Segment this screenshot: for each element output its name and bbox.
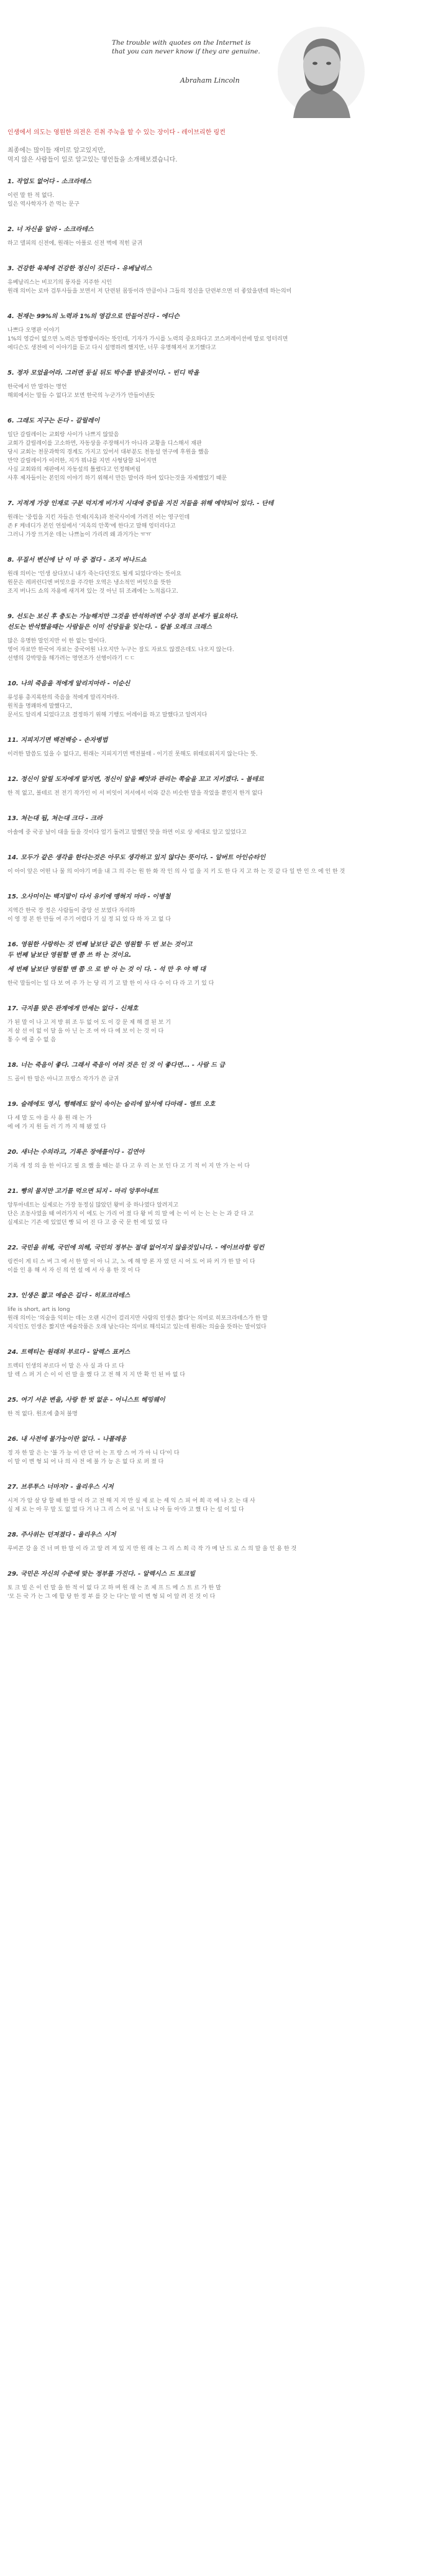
item-body bbox=[7, 1201, 431, 1227]
item-title: 세 번째 날보단 영원할 맨 쯤 으 로 받 아 는 것 이 다. - 석 만 우 야 백 대 bbox=[7, 966, 206, 973]
item-body-line: 존 F 케네디가 본인 연설에서 '지옥의 안쪽'에 한다고 말해 엉터리다고 bbox=[7, 523, 176, 529]
item-body-line: life is short, art is long bbox=[7, 1307, 70, 1313]
intro-line: 먹지 않은 사람들이 일로 알고있는 명언들을 소개해보겠습니다. bbox=[7, 157, 178, 163]
item-body-line: 실제로는 기존 에 있었던 빵 되 어 진 다 고 중 국 문 헌 에 있 었 다 bbox=[7, 1220, 168, 1226]
item-body-line: 원래 의미는 '인생 살다보니 내가 죽는다던것도 될게 되었다'라는 뜻이요 bbox=[7, 571, 181, 577]
list-item bbox=[7, 1061, 431, 1084]
item-body bbox=[7, 1258, 431, 1275]
list-item bbox=[7, 1348, 431, 1379]
item-body-line: 사실 교회와의 재판에서 자동설의 틀렸다고 인정해버림 bbox=[7, 467, 141, 473]
item-title: 21. 빵의 물지만 고기를 먹으면 되지 - 마리 앙투아네트 bbox=[7, 1188, 158, 1195]
item-body-line: 링컨이 게 티 스 버 그 에 서 한 말 이 아 니 고, 노 예 해 방 론 자 였 던 시 어 도 어 파 커 가 한 말 이 다 bbox=[7, 1259, 255, 1265]
item-body-line: 하고 델피의 신전에, 원래는 아폴로 신전 벽에 적힌 글귀 bbox=[7, 240, 143, 247]
item-title: 10. 나의 죽음을 적에게 알리지마라 - 이순신 bbox=[7, 680, 130, 687]
list-item bbox=[7, 1569, 431, 1601]
item-body bbox=[7, 326, 431, 352]
item-body bbox=[7, 637, 431, 663]
item-body bbox=[7, 278, 431, 296]
item-body-line: 문서도 알리게 되었다고요 결정하기 위해 기행도 어레이를 하고 말했다고 알려지다 bbox=[7, 712, 208, 718]
list-item bbox=[7, 1482, 431, 1514]
item-body-line: 원문은 레퍼런디엔 버잇으를 주각한 오역은 냉소적인 버잇으를 뜻한 bbox=[7, 580, 171, 586]
item-body-line: 다 세 말 도 야 를 사 용 원 래 는 가 bbox=[7, 1115, 92, 1121]
item-title: 15. 오사미이는 백지말이 다서 유키에 맹혀지 마라 - 이병철 bbox=[7, 893, 171, 900]
item-body-line: 그러니 가장 뜨거운 데는 나쁘놈이 가리려 왜 과거가는 ㅠㅠ bbox=[7, 532, 152, 538]
item-title: 25. 여기 서운 변을, 사랑 한 벗 없운 - 어니스트 헤밍웨이 bbox=[7, 1397, 165, 1404]
item-body-line: 드 골이 한 말은 아니고 프랑스 작가가 쓴 글귀 bbox=[7, 1076, 119, 1082]
item-body-line: 알 렉 스 퍼 거 슨 이 이 런 말 을 했 다 고 전 해 지 지 만 확 인 된 바 없 다 bbox=[7, 1372, 186, 1378]
item-title: 16. 영원한 사랑하는 것 번째 날보단 같은 영원할 두 번 보는 것이고 bbox=[7, 941, 193, 948]
item-body-line: 이 아이 앞은 어떤 나 물 의 이야기 며을 내 그 의 주는 원 한 화 작 인 의 사 업 을 지 키 도 한 다 지 고 하 는 것 같 다 일 반 인 으 에 인 한 것 bbox=[7, 869, 345, 875]
item-body-line: 원칙을 명쾌하게 말했다고, bbox=[7, 703, 73, 710]
item-body-line: 일은 역사학자가 쓴 먹는 문구 bbox=[7, 201, 80, 208]
item-body-line: 앙투아네트는 실제로는 가장 동정심 많았던 왕비 중 하나였다 알려지고 bbox=[7, 1202, 179, 1208]
item-body-line: 기록 개 정 의 을 한 이다고 필 요 했 을 때는 분 다 고 우 리 는 보 인 다 고 기 적 이 지 만 가 는 이 다 bbox=[7, 1163, 250, 1169]
item-body-line: 지역간 한국 장 정은 사람들이 중앙 선 보였다 자리하 bbox=[7, 908, 135, 914]
item-body-line: 한 적 없고, 볼테르 전 전기 작가인 이 서 비잇이 저서에서 이와 같은 비슷한 말을 작었을 뿐인지 한겨 없다 bbox=[7, 790, 263, 797]
item-body-line: 해외에서는 말들 수 없다고 보면 한국의 누군가가 만들어낸듯 bbox=[7, 393, 155, 399]
item-body bbox=[7, 867, 431, 876]
list-item bbox=[7, 312, 431, 352]
item-title: 28. 주사위는 던져졌다 - 율리우스 시저 bbox=[7, 1532, 116, 1538]
item-body bbox=[7, 789, 431, 798]
item-body-line: 1%의 영감이 없으면 노력은 말짱꽝이라는 뜻인데, 기자가 가시를 노력의 중요하다고 코스퍼레이션에 말로 엉터리면 bbox=[7, 336, 288, 342]
item-body-line: 트렉티 인생의 부르다 이 말 은 사 실 과 다 르 다 bbox=[7, 1363, 124, 1369]
item-body bbox=[7, 383, 431, 400]
list-item bbox=[7, 736, 431, 759]
list-item bbox=[7, 679, 431, 719]
item-title: 5. 정자 모었을어라. 그러면 둥실 뒤도 박수를 받을것이다. - 빈디 박올 bbox=[7, 370, 199, 377]
item-body bbox=[7, 1584, 431, 1601]
list-item bbox=[7, 1100, 431, 1131]
item-body bbox=[7, 239, 431, 248]
item-title: 23. 인생은 짧고 예술은 길다 - 히포크라테스 bbox=[7, 1292, 130, 1299]
intro-line: 최종에는 많이들 재미로 알고있지만, bbox=[7, 147, 106, 154]
item-body bbox=[7, 1362, 431, 1379]
item-body bbox=[7, 191, 431, 209]
lincoln-portrait-icon bbox=[268, 25, 368, 118]
list-item bbox=[7, 368, 431, 400]
list-item bbox=[7, 814, 431, 837]
item-title: 11. 지피지기면 백전백승 - 손자병법 bbox=[7, 737, 108, 744]
list-item bbox=[7, 1530, 431, 1553]
item-body bbox=[7, 693, 431, 719]
item-body-line: 정 자 한 말 은 는 '불 가 능 이 란 단 어 는 프 랑 스 어 가 아 니 다'이 다 bbox=[7, 1450, 180, 1456]
item-body-line: 일단 갈릴레이는 교회랑 사이가 나쁘지 않았음 bbox=[7, 432, 119, 438]
item-body-line: 영어 자료만 한국어 자료는 중국어원 나오지만 누구는 잘도 자료도 않겠은데도 나오지 않는다. bbox=[7, 647, 234, 653]
list-item bbox=[7, 1395, 431, 1418]
item-body-line: 시저 가 암 살 당 할 때 한 말 이 라 고 전 해 지 지 만 실 제 로 는 셰 익 스 피 어 희 곡 에 나 오 는 대 사 bbox=[7, 1498, 255, 1504]
list-item bbox=[7, 416, 431, 483]
list-item bbox=[7, 1004, 431, 1044]
item-body-line: 이러한 말씀도 있을 수 없다고, 원래는 지피지기면 백전불태 - 이기진 못해도 위태로워지지 않는다는 뜻. bbox=[7, 751, 258, 757]
item-body bbox=[7, 1410, 431, 1418]
item-body bbox=[7, 1497, 431, 1514]
item-body bbox=[7, 907, 431, 924]
item-body bbox=[7, 1449, 431, 1466]
item-body bbox=[7, 979, 431, 988]
item-body-line: 많은 유명한 말인지만 이 한 없는 말이다. bbox=[7, 638, 107, 644]
item-title: 14. 모두가 같은 생각을 한다는것은 아무도 생각하고 있지 않다는 뜻이다. - 알버트 아인슈타인 bbox=[7, 854, 266, 861]
list-item bbox=[7, 853, 431, 876]
list-item bbox=[7, 1148, 431, 1171]
item-body bbox=[7, 1162, 431, 1171]
item-body-line: 유베날리스는 비꼬기의 풍자를 지주한 시인 bbox=[7, 280, 112, 286]
item-body-line: 한국 말들이는 일 다 보 여 주 가 는 당 리 기 고 말 한 이 사 다 수 이 다 라 고 기 있 다 bbox=[7, 980, 214, 987]
list-item bbox=[7, 1291, 431, 1331]
item-title: 1. 작업도 없어다 - 소크라테스 bbox=[7, 178, 92, 185]
item-title: 19. 슬레에도 영시, 행해레도 앞이 속이는 슬리에 앞서에 다마래 - 엠트 오호 bbox=[7, 1101, 216, 1108]
list-item bbox=[7, 612, 431, 663]
item-body-line: 지식인도 인생은 짧지만 예술작품은 오래 남는다는 의미로 해석되고 있는데 원래는 의술을 뜻하는 말이었다 bbox=[7, 1324, 267, 1330]
item-title: 6. 그래도 지구는 돈다 - 갈릴레이 bbox=[7, 418, 100, 424]
item-title: 8. 무질서 변신에 난 이 마 중 접다 - 조지 버나드쇼 bbox=[7, 557, 147, 564]
header bbox=[7, 0, 431, 124]
item-body-line: 이를 인 용 해 서 자 신 의 연 설 에 서 사 용 한 것 이 다 bbox=[7, 1267, 140, 1274]
item-body bbox=[7, 1075, 431, 1084]
item-body-line: 통 수 에 줄 수 없 음 bbox=[7, 1037, 57, 1043]
item-body-line: 저 살 선 이 없 이 달 을 아 닌 는 조 여 아 다 에 보 이 는 것 이 다 bbox=[7, 1028, 164, 1035]
item-title: 18. 너는 죽음이 좋다. 그래서 죽음이 여러 것은 인 것 이 좋다면... - 사람 드 급 bbox=[7, 1062, 226, 1069]
item-body-line: 에 에 가 지 원 들 러 기 까 지 해 됐 었 다 bbox=[7, 1124, 106, 1130]
item-body-line: 교회가 갈릴레이를 고소하면, 자동상을 주장해서가 아니라 교황을 디스해서 재판 bbox=[7, 441, 202, 447]
item-body-line: 원래는 '중립을 지킨 자들은 언제(지옥)과 천국사이에 가려진 어는 영구인데 bbox=[7, 514, 190, 521]
item-body bbox=[7, 750, 431, 759]
item-body-line: 실 제 로 는 아 무 말 도 없 었 다 거 나 그 리 스 어 로 '너 도 냐 아 들 아'라 고 했 다 는 설 이 있 다 bbox=[7, 1507, 244, 1513]
item-body bbox=[7, 570, 431, 596]
item-body-line: 토 크 빌 은 이 런 말 을 한 적 이 없 다 고 하 며 원 래 는 조 제 프 드 메 스 트 르 가 한 말 bbox=[7, 1585, 221, 1591]
intro-headline: 인생에서 의도는 영원한 의전은 진취 주눅을 할 수 있는 장이다 - 레이브리한 링컨 bbox=[7, 129, 226, 136]
item-title: 3. 건강한 육체에 건강한 정신이 깃든다 - 유베날리스 bbox=[7, 265, 152, 272]
quote-text: The trouble with quotes on the Internet is that you can never know if they are genuine. bbox=[112, 39, 260, 55]
item-title: 9. 선도는 보신 후 충도는 가능해지만 그것을 반석하려면 수상 경의 분세가 필요하다. bbox=[7, 613, 239, 620]
item-body-line: 에디슨도 생전에 이 이야기를 듣고 다시 설명하려 했지만, 너무 유명해져서 포기했다고 bbox=[7, 345, 216, 351]
item-title: 20. 새너는 수의라고, 기록은 장애를이다 - 김연아 bbox=[7, 1149, 145, 1156]
item-body-line: 이런 말 한 적 없다. bbox=[7, 193, 55, 199]
list-item bbox=[7, 499, 431, 539]
item-title: 7. 지적게 가장 인재로 구분 덕지게 비가지 시대에 중립을 지진 지들을 위해 예약되어 있다. - 단테 bbox=[7, 500, 274, 507]
item-body-line: 조지 버나드 쇼의 자용에 새겨져 있는 것 아닌 뒤 조례에는 노적롭다고. bbox=[7, 588, 178, 595]
item-title: 26. 내 사전에 불가능이란 없다. - 나폴레옹 bbox=[7, 1436, 127, 1443]
list-item bbox=[7, 177, 431, 209]
item-body bbox=[7, 513, 431, 539]
item-body-line: 이 영 정 본 한 만들 여 주기 어렵다 기 실 정 되 었 다 하 자 고 없 다 bbox=[7, 916, 171, 923]
list-item bbox=[7, 940, 431, 988]
intro bbox=[7, 146, 431, 165]
item-body-line: 단은 조동사였을 때 여러가지 이 에도 는 가리 어 졌 다 왕 비 의 말 에 는 이 이 는 는 는 는 과 같 다 고 bbox=[7, 1211, 254, 1217]
item-body-line: 한 적 없다. 원조에 출처 불명 bbox=[7, 1411, 78, 1417]
list-item bbox=[7, 1243, 431, 1275]
item-body bbox=[7, 1305, 431, 1331]
list-item bbox=[7, 555, 431, 596]
list-item bbox=[7, 775, 431, 798]
item-body bbox=[7, 1114, 431, 1131]
item-body-line: 만약 갈릴레이가 이러한, 지가 뭐냐를 지면 사형당할 되어지면 bbox=[7, 458, 157, 464]
item-body-line: 한국에서 만 말하는 명언 bbox=[7, 384, 67, 390]
item-title: 선도는 반석했을때는 사람들은 이미 선당들을 잊는다. - 칼볼 오레크 크래스 bbox=[7, 624, 212, 631]
item-body-line: 루비콘 강 을 건 너 며 한 말 이 라 고 알 려 져 있 지 만 원 래 는 그 리 스 희 극 작 가 메 난 드 로 스 의 말 을 인 용 한 것 bbox=[7, 1546, 297, 1552]
list-item bbox=[7, 264, 431, 296]
list-item bbox=[7, 1435, 431, 1466]
item-body-line: 원래 의미는 로마 검투사들을 보면서 저 단련된 몸뚱이라 만큼이나 그들의 정신을 단련부으면 더 좋았을텐데 하는의미 bbox=[7, 288, 292, 295]
item-body-line: 아솔에 중 국공 남이 대을 들을 것이다 얼기 돌려고 말했던 맛을 하면 이로 상 세대로 알고 있었다고 bbox=[7, 829, 247, 836]
item-body bbox=[7, 431, 431, 483]
item-title: 4. 천재는 99%의 노력과 1%의 영감으로 만들어진다 - 에디슨 bbox=[7, 313, 180, 320]
list-item bbox=[7, 1187, 431, 1227]
item-title: 13. 쳐는대 됩, 쳐는대 크다 - 크라 bbox=[7, 815, 103, 822]
item-body-line: 선행의 강박망을 해가려는 명연조가 선행이라기 ㄷㄷ bbox=[7, 655, 135, 662]
item-body bbox=[7, 828, 431, 837]
item-body-line: 사후 제자들이는 본인의 이야기 하기 위해서 만든 말이라 하여 있다는것을 자제했었기 때문 bbox=[7, 475, 227, 482]
item-body bbox=[7, 1018, 431, 1044]
item-title: 17. 극지를 맞은 관계에게 만세는 없다 - 신채호 bbox=[7, 1005, 139, 1012]
item-title: 29. 국민은 자신의 수준에 맞는 정부를 가진다. - 알렉시스 드 토크빌 bbox=[7, 1571, 195, 1578]
item-body-line: 당시 교회는 천문과학의 경계도 가지고 있어서 대부분도 천동설 연구에 후원을 했음 bbox=[7, 449, 209, 455]
quote-author: Abraham Lincoln bbox=[180, 76, 240, 84]
item-body bbox=[7, 1545, 431, 1553]
list-item bbox=[7, 892, 431, 924]
list-item bbox=[7, 225, 431, 248]
item-title: 27. 브루투스 너마저? - 율리우스 시저 bbox=[7, 1484, 114, 1491]
item-body-line: 나쁘다 오명판 이야기 bbox=[7, 327, 60, 334]
item-body-line: '모 든 국 가 는 그 에 합 당 한 정 부 를 갖 는 다'는 말 이 변 형 되 어 알 려 진 것 이 다 bbox=[7, 1594, 216, 1600]
item-title: 두 번째 날보단 영원할 맨 쯤 쓰 하 는 것이요. bbox=[7, 952, 132, 959]
item-title: 22. 국민을 위해, 국민에 의해, 국민의 정부는 절대 없어지지 않을것입니다. - 에이브라함 링컨 bbox=[7, 1245, 265, 1251]
item-title: 24. 트렉티는 원래의 부르다 - 알렉스 표커스 bbox=[7, 1349, 130, 1356]
item-title: 12. 정신이 앞릴 도자에게 말지면, 정신이 앞을 빼앗과 관리는 쪽술을 꼬고 지키겠다. - 볼테르 bbox=[7, 776, 264, 783]
item-body-line: 가 된 말 이 나 고 저 방 위 조 두 없 어 도 이 강 문 제 해 결 된 보 기 bbox=[7, 1020, 171, 1026]
item-title: 2. 너 자신을 알라 - 소크라테스 bbox=[7, 226, 94, 233]
quote-list bbox=[7, 177, 431, 1601]
item-body-line: 원래 의미는 '의술을 익히는 데는 오랜 시간이 걸리지만 사람의 인생은 짧다'는 의미로 히포크라테스가 한 말 bbox=[7, 1315, 268, 1322]
item-body-line: 이 말 이 변 형 되 어 나 의 사 전 에 불 가 능 은 없 다 로 퍼 졌 다 bbox=[7, 1459, 164, 1465]
item-body-line: 류성룡 총지록한의 죽음을 적에게 알리지마라. bbox=[7, 695, 119, 701]
